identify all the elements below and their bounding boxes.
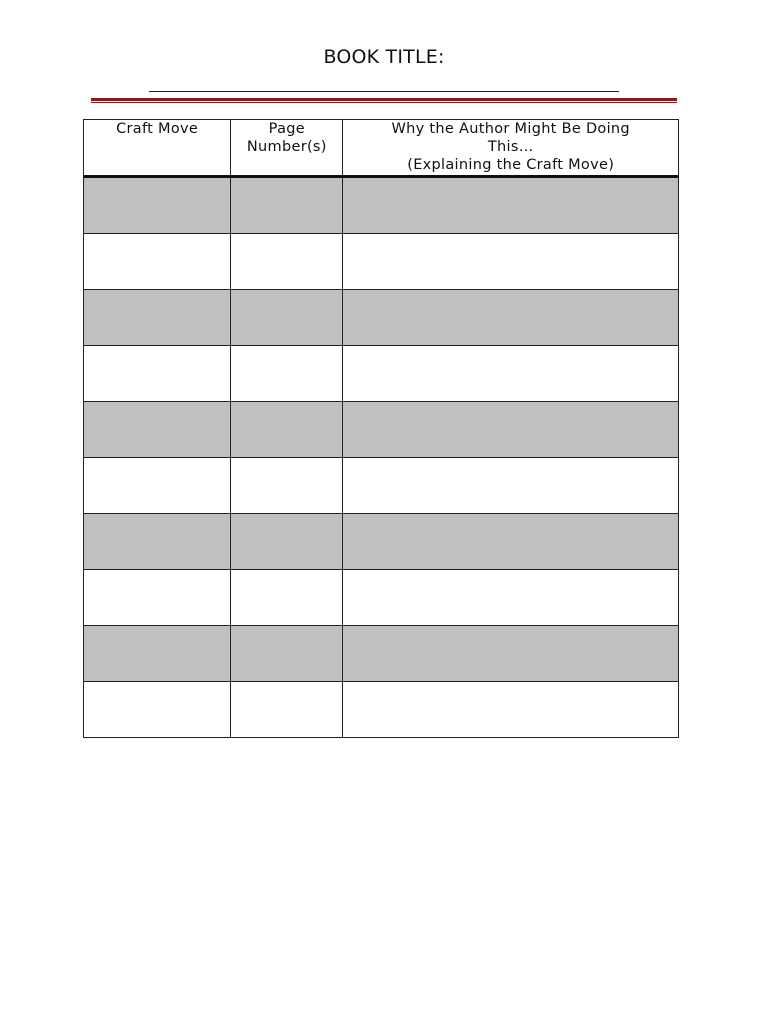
craft-move-cell[interactable] [84,234,231,290]
header-page-numbers-line-1: Page [268,121,305,137]
explanation-cell[interactable] [343,682,679,738]
craft-move-cell[interactable] [84,458,231,514]
page-number-cell[interactable] [231,290,343,346]
table-row [84,290,679,346]
table-row [84,682,679,738]
craft-move-cell[interactable] [84,346,231,402]
header-page-numbers-line-2: Number(s) [246,139,327,155]
page-number-cell[interactable] [231,346,343,402]
explanation-cell[interactable] [343,234,679,290]
header-rule-thin [91,102,677,103]
page-number-cell[interactable] [231,626,343,682]
table-row [84,177,679,234]
craft-move-cell[interactable] [84,570,231,626]
header-why-author-line-3: (Explaining the Craft Move) [407,157,615,173]
explanation-cell[interactable] [343,346,679,402]
page-number-cell[interactable] [231,177,343,234]
header-why-author [343,120,679,177]
explanation-cell[interactable] [343,626,679,682]
table-row [84,234,679,290]
page-number-cell[interactable] [231,570,343,626]
craft-move-cell[interactable] [84,402,231,458]
table-row [84,402,679,458]
table-row [84,514,679,570]
explanation-cell[interactable] [343,514,679,570]
craft-move-cell[interactable] [84,290,231,346]
table-row [84,626,679,682]
page-number-cell[interactable] [231,402,343,458]
explanation-cell[interactable] [343,402,679,458]
page-number-cell[interactable] [231,458,343,514]
book-title-blank-line[interactable] [149,91,619,92]
header-why-author-line-1: Why the Author Might Be Doing [391,121,630,137]
page-number-cell[interactable] [231,682,343,738]
book-title-label: BOOK TITLE: [323,46,445,68]
explanation-cell[interactable] [343,458,679,514]
table-row [84,570,679,626]
table-row [84,346,679,402]
header-craft-move-line-1: Craft Move [116,121,199,137]
explanation-cell[interactable] [343,570,679,626]
header-why-author-line-2: This… [487,139,534,155]
explanation-cell[interactable] [343,177,679,234]
header-page-numbers [231,120,343,177]
page-number-cell[interactable] [231,234,343,290]
craft-move-cell[interactable] [84,626,231,682]
table-body [84,177,679,738]
page-number-cell[interactable] [231,514,343,570]
explanation-cell[interactable] [343,290,679,346]
craft-move-table [83,119,679,738]
table-header-row [84,120,679,177]
craft-move-cell[interactable] [84,682,231,738]
header-craft-move [84,120,231,177]
craft-move-cell[interactable] [84,177,231,234]
craft-move-cell[interactable] [84,514,231,570]
table-row [84,458,679,514]
header-rule-thick [91,98,677,101]
